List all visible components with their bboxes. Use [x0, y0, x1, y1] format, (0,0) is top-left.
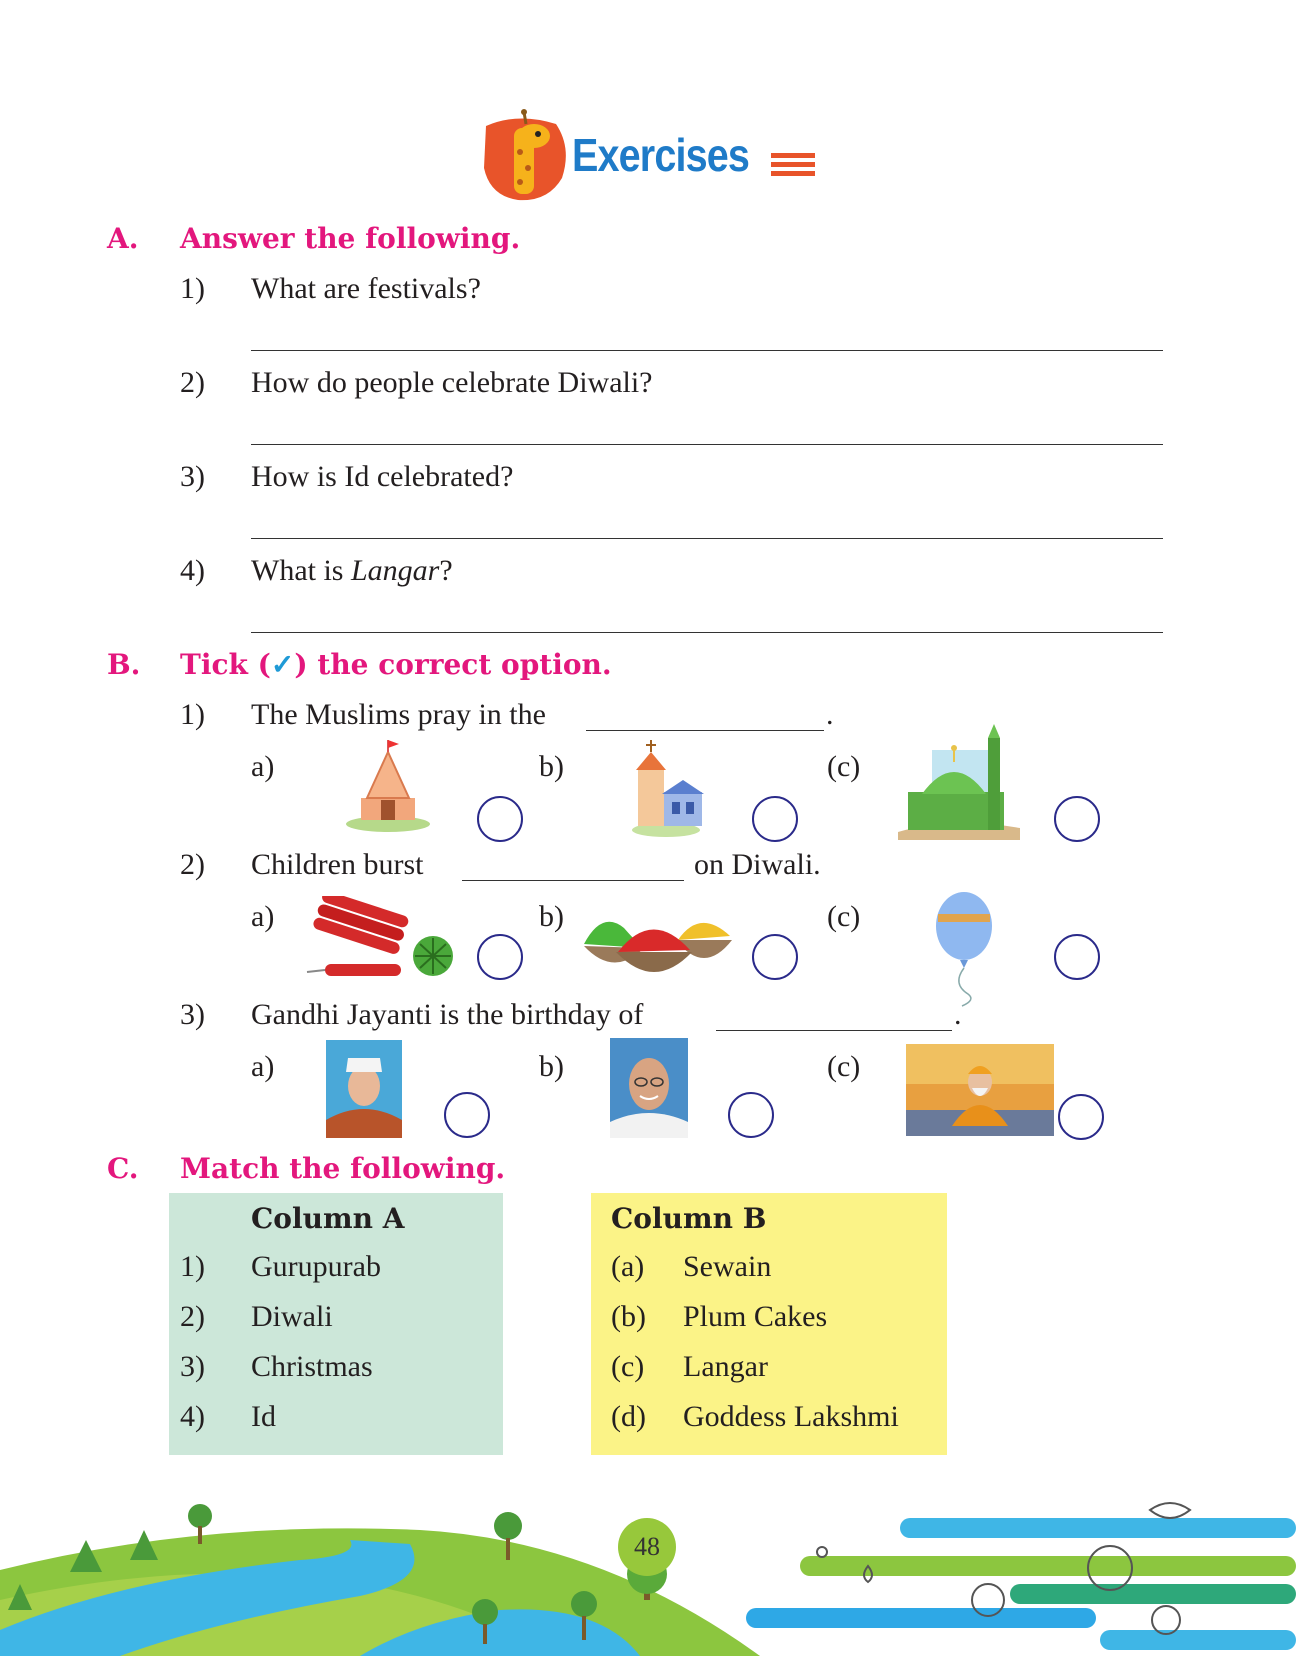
question-text: The Muslims pray in the	[251, 698, 546, 731]
option-label: a)	[251, 1050, 275, 1083]
question-text: Children burst	[251, 848, 424, 881]
balloon-icon	[932, 888, 998, 1014]
guru-nanak-portrait-icon	[906, 1044, 1054, 1136]
answer-line[interactable]	[251, 444, 1163, 445]
option-label: a)	[251, 750, 275, 783]
question-text-end: on Diwali.	[694, 848, 821, 881]
option-label: (c)	[827, 900, 861, 933]
fill-blank[interactable]	[716, 1030, 952, 1031]
crackers-icon	[305, 896, 465, 980]
question-text-end: .	[954, 998, 962, 1031]
option-circle[interactable]	[1058, 1094, 1104, 1140]
question-text: Gandhi Jayanti is the birthday of	[251, 998, 644, 1031]
fill-blank[interactable]	[586, 730, 824, 731]
option-label: b)	[539, 900, 564, 933]
question-number: 4)	[180, 554, 205, 587]
giraffe-mascot-icon	[478, 108, 574, 204]
answer-line[interactable]	[251, 538, 1163, 539]
match-item-letter: (d)	[611, 1400, 646, 1433]
option-circle[interactable]	[752, 934, 798, 980]
section-a-heading: Answer the following.	[180, 222, 521, 255]
match-item-a[interactable]: Christmas	[251, 1350, 373, 1383]
column-a-title: Column A	[251, 1202, 405, 1235]
match-item-number: 2)	[180, 1300, 205, 1333]
match-item-a[interactable]: Gurupurab	[251, 1250, 381, 1283]
option-label: (c)	[827, 750, 861, 783]
match-item-number: 4)	[180, 1400, 205, 1433]
temple-icon	[343, 738, 433, 834]
match-item-number: 1)	[180, 1250, 205, 1283]
option-label: a)	[251, 900, 275, 933]
option-circle[interactable]	[1054, 796, 1100, 842]
match-item-a[interactable]: Id	[251, 1400, 276, 1433]
option-circle[interactable]	[477, 796, 523, 842]
match-item-letter: (b)	[611, 1300, 646, 1333]
nehru-portrait-icon	[326, 1040, 402, 1138]
section-a-letter: A.	[107, 222, 139, 255]
question-number: 3)	[180, 460, 205, 493]
section-b-heading: Tick (✓) the correct option.	[180, 648, 612, 681]
question-text: What is Langar?	[251, 554, 453, 587]
question-number: 3)	[180, 998, 205, 1031]
colour-powder-bowls-icon	[582, 900, 738, 976]
section-b-letter: B.	[107, 648, 141, 681]
match-item-b[interactable]: Plum Cakes	[683, 1300, 828, 1333]
church-icon	[626, 740, 708, 838]
answer-line[interactable]	[251, 350, 1163, 351]
tick-icon: ✓	[270, 648, 295, 681]
question-text: How do people celebrate Diwali?	[251, 366, 653, 399]
option-circle[interactable]	[728, 1092, 774, 1138]
match-item-b[interactable]: Langar	[683, 1350, 768, 1383]
section-c-heading: Match the following.	[180, 1152, 506, 1185]
option-circle[interactable]	[444, 1092, 490, 1138]
option-label: b)	[539, 750, 564, 783]
title-decoration	[771, 153, 815, 180]
option-label: b)	[539, 1050, 564, 1083]
question-number: 2)	[180, 848, 205, 881]
option-circle[interactable]	[1054, 934, 1100, 980]
question-text: How is Id celebrated?	[251, 460, 514, 493]
option-label: (c)	[827, 1050, 861, 1083]
gandhi-portrait-icon	[610, 1038, 688, 1138]
question-number: 1)	[180, 272, 205, 305]
section-c-letter: C.	[107, 1152, 139, 1185]
page-number: 48	[618, 1518, 676, 1576]
question-number: 2)	[180, 366, 205, 399]
question-number: 1)	[180, 698, 205, 731]
option-circle[interactable]	[752, 796, 798, 842]
column-b-title: Column B	[611, 1202, 767, 1235]
match-item-letter: (a)	[611, 1250, 645, 1283]
match-item-letter: (c)	[611, 1350, 645, 1383]
question-text: What are festivals?	[251, 272, 481, 305]
answer-line[interactable]	[251, 632, 1163, 633]
mosque-icon	[892, 720, 1022, 842]
match-item-a[interactable]: Diwali	[251, 1300, 333, 1333]
page-title: Exercises	[572, 129, 750, 181]
question-text-end: .	[826, 698, 834, 731]
match-item-b[interactable]: Goddess Lakshmi	[683, 1400, 899, 1433]
fill-blank[interactable]	[462, 880, 684, 881]
match-item-b[interactable]: Sewain	[683, 1250, 772, 1283]
option-circle[interactable]	[477, 934, 523, 980]
match-item-number: 3)	[180, 1350, 205, 1383]
